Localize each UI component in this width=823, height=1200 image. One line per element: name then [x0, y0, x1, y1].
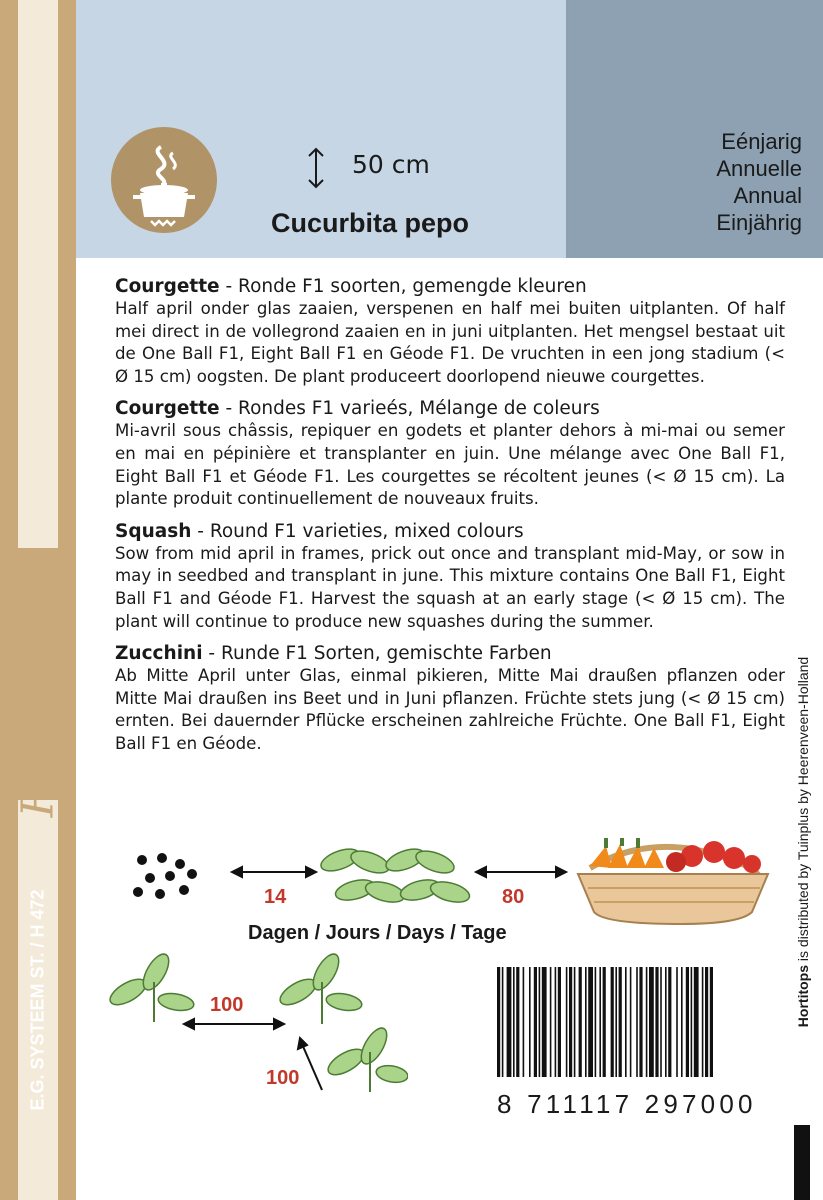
arrow-to-harvest: [476, 867, 566, 877]
section-title: [115, 521, 785, 543]
annual-label-en: Annual: [733, 183, 802, 208]
plant-icon: [324, 1024, 408, 1092]
plant-spacing: 100: [266, 1067, 300, 1089]
barcode-bars: [493, 967, 783, 1077]
plant-icon: [108, 952, 195, 1022]
barcode-bar: [655, 967, 658, 1077]
barcode-bar: [516, 967, 519, 1077]
barcode-bar: [625, 967, 627, 1077]
annual-label-de: Einjährig: [716, 210, 802, 235]
barcode-bar: [615, 967, 617, 1077]
section-title: [115, 643, 785, 665]
barcode-bar: [595, 967, 597, 1077]
barcode-bar: [705, 967, 708, 1077]
barcode-bar: [529, 967, 531, 1077]
barcode-bar: [513, 967, 515, 1077]
barcode-bar: [539, 967, 541, 1077]
barcode-bar: [502, 967, 504, 1077]
section-heading: Courgette: [115, 276, 220, 297]
annual-label-fr: Annuelle: [716, 156, 802, 181]
barcode-bar: [599, 967, 601, 1077]
plant-spacing-arrow: [298, 1038, 322, 1090]
barcode-bar: [710, 967, 713, 1077]
section-title: [115, 398, 785, 420]
side-band-light: [18, 0, 58, 548]
distribution-brand: Hortitops: [795, 964, 811, 1028]
barcode-bar: [630, 967, 632, 1077]
barcode-bar: [702, 967, 704, 1077]
brand-name: Horti Tops: [12, 562, 64, 818]
barcode-bar: [694, 967, 699, 1077]
germination-days: 14: [264, 886, 287, 908]
barcode-bar: [588, 967, 593, 1077]
barcode-bar: [676, 967, 678, 1077]
annual-label-list: [672, 128, 802, 236]
barcode-bar: [574, 967, 576, 1077]
barcode-bar: [523, 967, 525, 1077]
barcode-bar: [636, 967, 638, 1077]
arrow-to-seedlings: [232, 867, 316, 877]
section-dutch: [115, 276, 785, 388]
barcode-bar: [668, 967, 671, 1077]
barcode: [493, 967, 783, 1077]
barcode-bar: [555, 967, 557, 1077]
section-body: Ab Mitte April unter Glas, einmal pikieren, Mitte Mai draußen pflanzen oder Mitte Mai draußen ins Beet und in Juni pflanzen. Früchte stets jung (< Ø 15 cm) ernten. Bei dauernder Pflücke erscheinen zahlreiche Früchte. One Ball F1, Eight Ball F1 en Géode.: [115, 666, 785, 753]
plant-icon: [276, 952, 363, 1024]
barcode-bar: [611, 967, 614, 1077]
section-english: [115, 521, 785, 633]
distribution-note: [795, 657, 811, 1027]
timeline-illustration: [120, 838, 780, 928]
barcode-bar: [534, 967, 537, 1077]
barcode-bar: [566, 967, 568, 1077]
barcode-bar: [686, 967, 689, 1077]
days-label: Dagen / Jours / Days / Tage: [248, 922, 507, 944]
annual-label-nl: Eénjarig: [721, 129, 802, 154]
section-heading: Courgette: [115, 398, 220, 420]
section-title: [115, 276, 785, 298]
row-spacing: 100: [210, 994, 244, 1016]
barcode-bar: [550, 967, 552, 1077]
barcode-bar: [558, 967, 561, 1077]
plant-height: 50 cm: [352, 150, 430, 179]
section-body: Mi-avril sous châssis, repiquer en godets et planter dehors à mi-mai ou semer en mai en pépinière et transplanter en juin. Une mélange avec One Ball F1, Eight Ball F1 et Géode F1. Les courgettes se récoltent jeunes (< Ø 15 cm). La plante produit continuellement de nouveaux fruits.: [115, 421, 785, 509]
barcode-bar: [507, 967, 512, 1077]
section-french: [115, 398, 785, 510]
barcode-bar: [646, 967, 648, 1077]
barcode-bar: [681, 967, 683, 1077]
latin-name: Cucurbita pepo: [271, 208, 470, 238]
barcode-bar: [585, 967, 587, 1077]
seeds-icon: [133, 853, 197, 899]
row-spacing-arrow: [184, 1019, 284, 1029]
spacing-illustration: [108, 952, 408, 1102]
barcode-bar: [603, 967, 606, 1077]
barcode-bar: [619, 967, 622, 1077]
section-subtitle: - Ronde F1 soorten, gemengde kleuren: [219, 276, 587, 297]
barcode-bar: [579, 967, 582, 1077]
barcode-bar: [569, 967, 572, 1077]
section-body: Half april onder glas zaaien, verspenen en half mei buiten uitplanten. Of half mei direct in de vollegrond zaaien en in juni uitplanten. Het mengsel bestaat uit de One Ball F1, Eight Ball F1 en Géode F1. De vruchten in een jong stadium (< Ø 15 cm) oogsten. De plant produceert doorlopend nieuwe courgettes.: [115, 299, 785, 386]
distribution-text: is distributed by Tuinplus by Heerenveen-Holland: [795, 656, 811, 965]
section-subtitle: - Rondes F1 varieés, Mélange de coleurs: [219, 398, 600, 420]
instructions: [115, 276, 785, 766]
seedling-icon: [318, 845, 472, 906]
barcode-bar: [542, 967, 547, 1077]
cooking-pot-icon: [111, 127, 217, 233]
barcode-bar: [649, 967, 654, 1077]
section-body: Sow from mid april in frames, prick out once and transplant mid-May, or sow in may in seedbed and transplant in june. This mixture contains One Ball F1, Eight Ball F1 and Géode F1. Harvest the squash at an early stage (< Ø 15 cm). The plant will continue to produce new squashes during the summer.: [115, 543, 785, 631]
harvest-days: 80: [502, 886, 525, 908]
barcode-bar: [660, 967, 662, 1077]
product-code: E.G. SYSTEEM ST. / H 472: [27, 889, 48, 1111]
section-heading: Zucchini: [115, 643, 203, 665]
barcode-bar: [639, 967, 642, 1077]
black-strip: [794, 1125, 810, 1200]
barcode-bar: [691, 967, 693, 1077]
section-subtitle: - Round F1 varieties, mixed colours: [191, 520, 524, 542]
height-arrow-icon: [306, 146, 326, 199]
section-heading: Squash: [115, 520, 192, 542]
section-german: [115, 643, 785, 755]
barcode-bar: [497, 967, 500, 1077]
section-subtitle: - Runde F1 Sorten, gemischte Farben: [202, 643, 552, 665]
barcode-bar: [665, 967, 667, 1077]
barcode-number: 8 711117 297000: [497, 1089, 757, 1119]
harvest-basket-icon: [578, 838, 768, 924]
